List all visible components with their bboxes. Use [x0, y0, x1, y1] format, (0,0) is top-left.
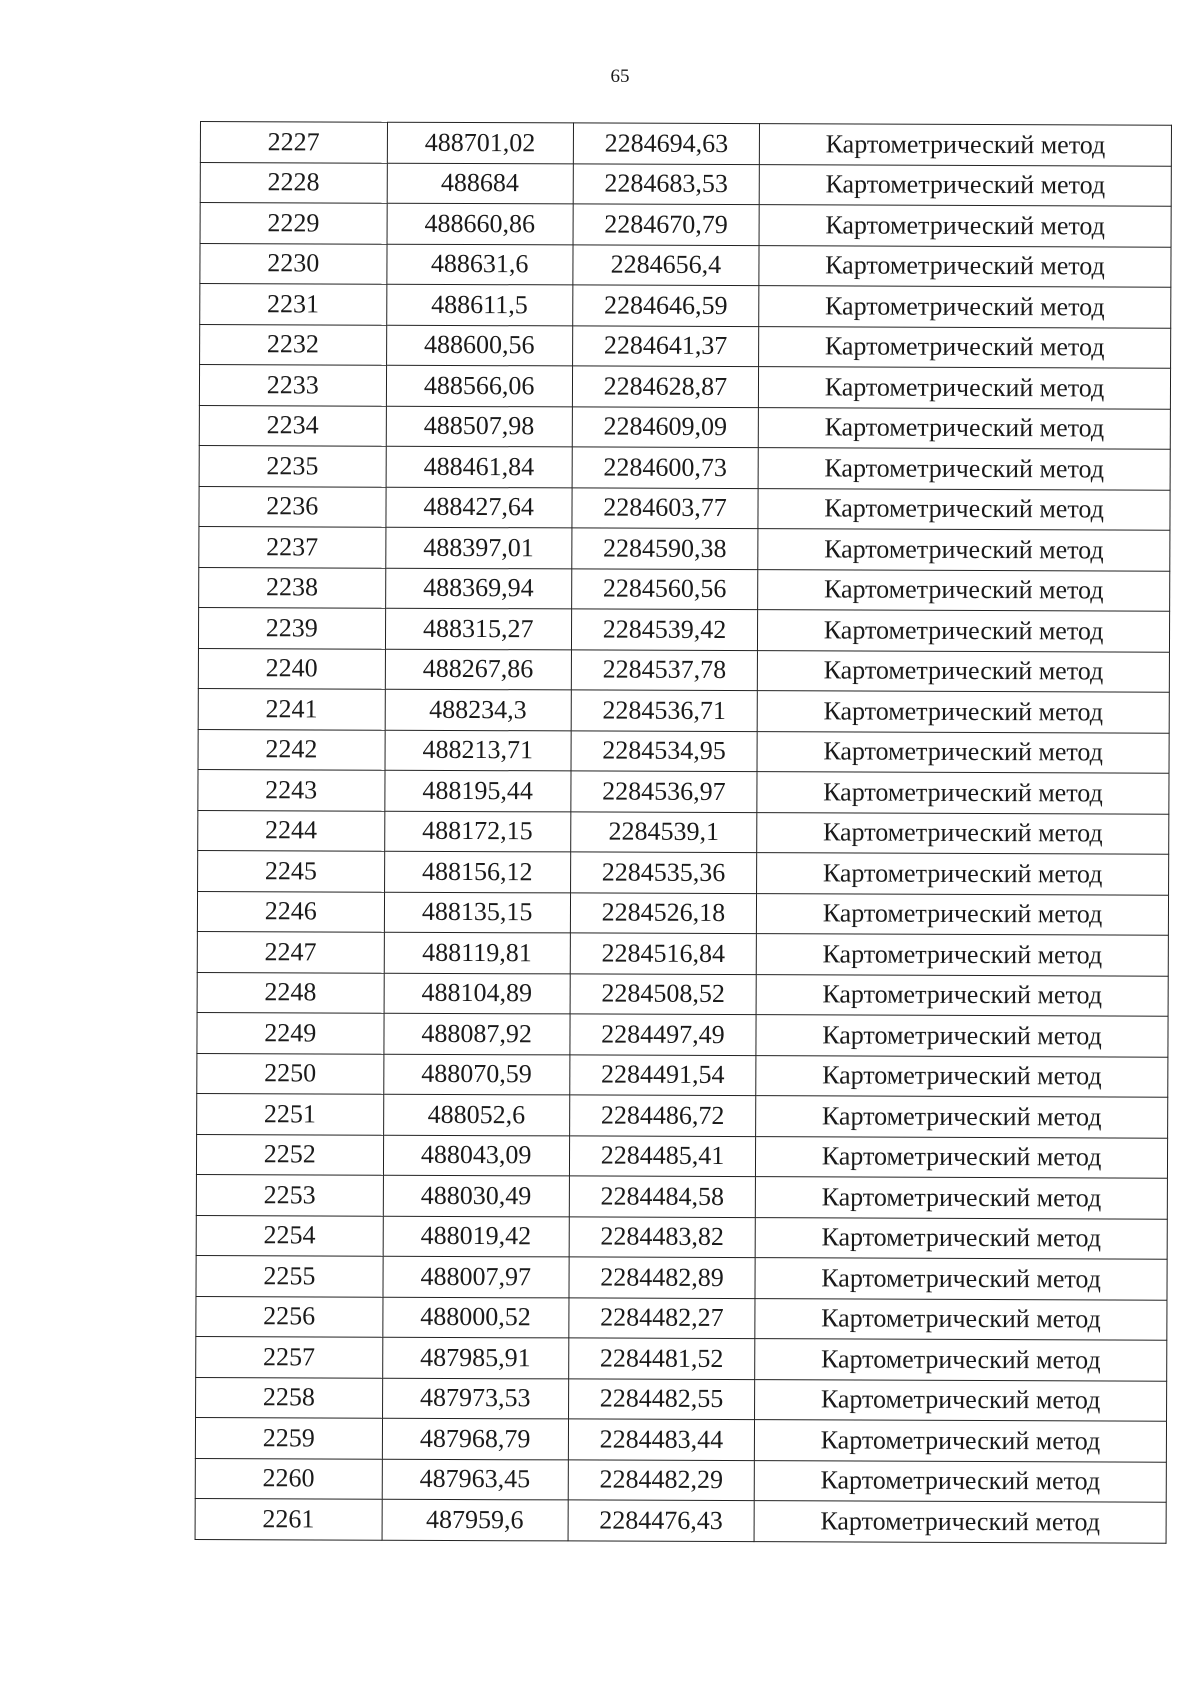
method-cell: Картометрический метод	[758, 529, 1170, 571]
method-cell: Картометрический метод	[757, 691, 1169, 733]
point-number-cell: 2246	[197, 891, 384, 932]
point-number-cell: 2247	[197, 931, 384, 972]
table-row	[200, 243, 1171, 287]
x-coordinate-cell: 488701,02	[387, 122, 573, 163]
y-coordinate-cell: 2284600,73	[572, 447, 758, 488]
point-number-cell: 2251	[197, 1093, 384, 1134]
method-cell: Картометрический метод	[758, 569, 1170, 611]
x-coordinate-cell: 488104,89	[384, 973, 570, 1014]
table-row	[196, 1174, 1167, 1218]
method-cell: Картометрический метод	[754, 1501, 1166, 1543]
y-coordinate-cell: 2284670,79	[573, 204, 759, 245]
x-coordinate-cell: 488135,15	[384, 892, 570, 933]
y-coordinate-cell: 2284535,36	[570, 852, 756, 893]
table-row	[198, 607, 1169, 651]
table-row	[196, 1336, 1167, 1380]
y-coordinate-cell: 2284534,95	[571, 730, 757, 771]
table-row	[199, 526, 1170, 570]
coordinates-table	[195, 121, 1172, 1543]
method-cell: Картометрический метод	[756, 1015, 1168, 1057]
y-coordinate-cell: 2284590,38	[572, 528, 758, 569]
x-coordinate-cell: 488267,86	[385, 649, 571, 690]
x-coordinate-cell: 488019,42	[383, 1216, 569, 1257]
table-row	[196, 1296, 1167, 1340]
table-row	[197, 891, 1168, 935]
method-cell: Картометрический метод	[757, 772, 1169, 814]
point-number-cell: 2254	[196, 1215, 383, 1256]
y-coordinate-cell: 2284536,71	[571, 690, 757, 731]
y-coordinate-cell: 2284539,42	[571, 609, 757, 650]
y-coordinate-cell: 2284603,77	[572, 487, 758, 528]
x-coordinate-cell: 488119,81	[384, 932, 570, 973]
y-coordinate-cell: 2284646,59	[572, 285, 758, 326]
table-row	[197, 972, 1168, 1016]
x-coordinate-cell: 488052,6	[383, 1094, 569, 1135]
method-cell: Картометрический метод	[756, 974, 1168, 1016]
y-coordinate-cell: 2284485,41	[569, 1135, 755, 1176]
x-coordinate-cell: 488369,94	[385, 568, 571, 609]
method-cell: Картометрический метод	[759, 205, 1171, 247]
coordinates-table-body	[195, 122, 1171, 1543]
table-row	[200, 324, 1171, 368]
x-coordinate-cell: 488007,97	[383, 1256, 569, 1297]
method-cell: Картометрический метод	[756, 1136, 1168, 1178]
y-coordinate-cell: 2284483,82	[569, 1216, 755, 1257]
y-coordinate-cell: 2284481,52	[568, 1338, 754, 1379]
point-number-cell: 2261	[195, 1498, 382, 1539]
x-coordinate-cell: 488234,3	[385, 689, 571, 730]
y-coordinate-cell: 2284497,49	[570, 1014, 756, 1055]
x-coordinate-cell: 488461,84	[386, 446, 572, 487]
point-number-cell: 2237	[199, 526, 386, 567]
y-coordinate-cell: 2284536,97	[571, 771, 757, 812]
method-cell: Картометрический метод	[754, 1460, 1166, 1502]
y-coordinate-cell: 2284486,72	[569, 1095, 755, 1136]
table-row	[200, 122, 1171, 166]
x-coordinate-cell: 488611,5	[386, 284, 572, 325]
method-cell: Картометрический метод	[756, 1096, 1168, 1138]
table-row	[199, 405, 1170, 449]
table-row	[196, 1255, 1167, 1299]
table-row	[200, 162, 1171, 206]
y-coordinate-cell: 2284484,58	[569, 1176, 755, 1217]
y-coordinate-cell: 2284656,4	[573, 244, 759, 285]
method-cell: Картометрический метод	[755, 1217, 1167, 1259]
x-coordinate-cell: 488507,98	[386, 406, 572, 447]
x-coordinate-cell: 488043,09	[383, 1135, 569, 1176]
point-number-cell: 2232	[200, 324, 387, 365]
y-coordinate-cell: 2284609,09	[572, 406, 758, 447]
x-coordinate-cell: 488566,06	[386, 365, 572, 406]
table-row	[198, 810, 1169, 854]
x-coordinate-cell: 488213,71	[385, 730, 571, 771]
method-cell: Картометрический метод	[755, 1379, 1167, 1421]
point-number-cell: 2244	[198, 810, 385, 851]
method-cell: Картометрический метод	[758, 407, 1170, 449]
table-row	[198, 648, 1169, 692]
table-row	[198, 688, 1169, 732]
table-row	[199, 486, 1170, 530]
table-row	[198, 729, 1169, 773]
point-number-cell: 2235	[199, 445, 386, 486]
x-coordinate-cell: 488315,27	[385, 608, 571, 649]
y-coordinate-cell: 2284482,55	[568, 1378, 754, 1419]
method-cell: Картометрический метод	[758, 610, 1170, 652]
point-number-cell: 2242	[198, 729, 385, 770]
point-number-cell: 2257	[196, 1336, 383, 1377]
x-coordinate-cell: 488397,01	[385, 527, 571, 568]
y-coordinate-cell: 2284482,27	[569, 1297, 755, 1338]
x-coordinate-cell: 487963,45	[382, 1459, 568, 1500]
x-coordinate-cell: 488000,52	[382, 1297, 568, 1338]
y-coordinate-cell: 2284508,52	[570, 973, 756, 1014]
point-number-cell: 2249	[197, 1012, 384, 1053]
x-coordinate-cell: 487973,53	[382, 1378, 568, 1419]
table-row	[197, 1012, 1168, 1056]
method-cell: Картометрический метод	[759, 124, 1171, 166]
x-coordinate-cell: 488427,64	[386, 487, 572, 528]
point-number-cell: 2255	[196, 1255, 383, 1296]
method-cell: Картометрический метод	[759, 245, 1171, 287]
x-coordinate-cell: 488660,86	[387, 203, 573, 244]
x-coordinate-cell: 488070,59	[383, 1054, 569, 1095]
method-cell: Картометрический метод	[756, 1055, 1168, 1097]
table-row	[199, 567, 1170, 611]
x-coordinate-cell: 488087,92	[383, 1013, 569, 1054]
y-coordinate-cell: 2284526,18	[570, 892, 756, 933]
table-row	[195, 1417, 1166, 1461]
method-cell: Картометрический метод	[758, 488, 1170, 530]
page-number: 65	[610, 66, 630, 87]
table-row	[197, 1053, 1168, 1097]
method-cell: Картометрический метод	[759, 164, 1171, 206]
x-coordinate-cell: 488684	[387, 163, 573, 204]
table-row	[200, 284, 1171, 328]
y-coordinate-cell: 2284516,84	[570, 933, 756, 974]
method-cell: Картометрический метод	[759, 326, 1171, 368]
point-number-cell: 2230	[200, 243, 387, 284]
point-number-cell: 2231	[200, 284, 387, 325]
table-row	[198, 850, 1169, 894]
method-cell: Картометрический метод	[757, 731, 1169, 773]
x-coordinate-cell: 488156,12	[384, 851, 570, 892]
point-number-cell: 2245	[198, 850, 385, 891]
table-row	[197, 1093, 1168, 1137]
point-number-cell: 2258	[196, 1377, 383, 1418]
x-coordinate-cell: 488600,56	[386, 325, 572, 366]
method-cell: Картометрический метод	[755, 1298, 1167, 1340]
point-number-cell: 2234	[199, 405, 386, 446]
table-row	[200, 203, 1171, 247]
point-number-cell: 2243	[198, 769, 385, 810]
y-coordinate-cell: 2284483,44	[568, 1419, 754, 1460]
point-number-cell: 2260	[195, 1458, 382, 1499]
table-row	[199, 365, 1170, 409]
point-number-cell: 2256	[196, 1296, 383, 1337]
method-cell: Картометрический метод	[754, 1420, 1166, 1462]
method-cell: Картометрический метод	[757, 893, 1169, 935]
method-cell: Картометрический метод	[757, 853, 1169, 895]
y-coordinate-cell: 2284560,56	[571, 568, 757, 609]
x-coordinate-cell: 488172,15	[384, 811, 570, 852]
table-row	[197, 931, 1168, 975]
method-cell: Картометрический метод	[755, 1177, 1167, 1219]
point-number-cell: 2236	[199, 486, 386, 527]
point-number-cell: 2228	[200, 162, 387, 203]
point-number-cell: 2229	[200, 203, 387, 244]
method-cell: Картометрический метод	[755, 1339, 1167, 1381]
x-coordinate-cell: 487968,79	[382, 1418, 568, 1459]
point-number-cell: 2250	[197, 1053, 384, 1094]
method-cell: Картометрический метод	[758, 448, 1170, 490]
y-coordinate-cell: 2284539,1	[570, 811, 756, 852]
point-number-cell: 2238	[199, 567, 386, 608]
point-number-cell: 2259	[195, 1417, 382, 1458]
method-cell: Картометрический метод	[757, 812, 1169, 854]
y-coordinate-cell: 2284482,89	[569, 1257, 755, 1298]
point-number-cell: 2241	[198, 688, 385, 729]
y-coordinate-cell: 2284537,78	[571, 649, 757, 690]
table-row	[195, 1458, 1166, 1502]
table-row	[195, 1498, 1166, 1542]
y-coordinate-cell: 2284482,29	[568, 1459, 754, 1500]
y-coordinate-cell: 2284491,54	[570, 1054, 756, 1095]
x-coordinate-cell: 487985,91	[382, 1337, 568, 1378]
method-cell: Картометрический метод	[757, 650, 1169, 692]
point-number-cell: 2239	[198, 607, 385, 648]
table-row	[196, 1215, 1167, 1259]
y-coordinate-cell: 2284628,87	[572, 366, 758, 407]
table-row	[196, 1134, 1167, 1178]
point-number-cell: 2252	[196, 1134, 383, 1175]
point-number-cell: 2227	[200, 122, 387, 163]
method-cell: Картометрический метод	[759, 367, 1171, 409]
table-row	[198, 769, 1169, 813]
table-row	[199, 445, 1170, 489]
x-coordinate-cell: 488195,44	[384, 770, 570, 811]
x-coordinate-cell: 487959,6	[382, 1499, 568, 1540]
point-number-cell: 2240	[198, 648, 385, 689]
method-cell: Картометрический метод	[755, 1258, 1167, 1300]
y-coordinate-cell: 2284683,53	[573, 163, 759, 204]
y-coordinate-cell: 2284641,37	[572, 325, 758, 366]
point-number-cell: 2233	[199, 365, 386, 406]
y-coordinate-cell: 2284476,43	[568, 1500, 754, 1541]
method-cell: Картометрический метод	[756, 934, 1168, 976]
point-number-cell: 2253	[196, 1174, 383, 1215]
x-coordinate-cell: 488631,6	[386, 244, 572, 285]
method-cell: Картометрический метод	[759, 286, 1171, 328]
x-coordinate-cell: 488030,49	[383, 1175, 569, 1216]
point-number-cell: 2248	[197, 972, 384, 1013]
y-coordinate-cell: 2284694,63	[573, 123, 759, 164]
table-row	[196, 1377, 1167, 1421]
